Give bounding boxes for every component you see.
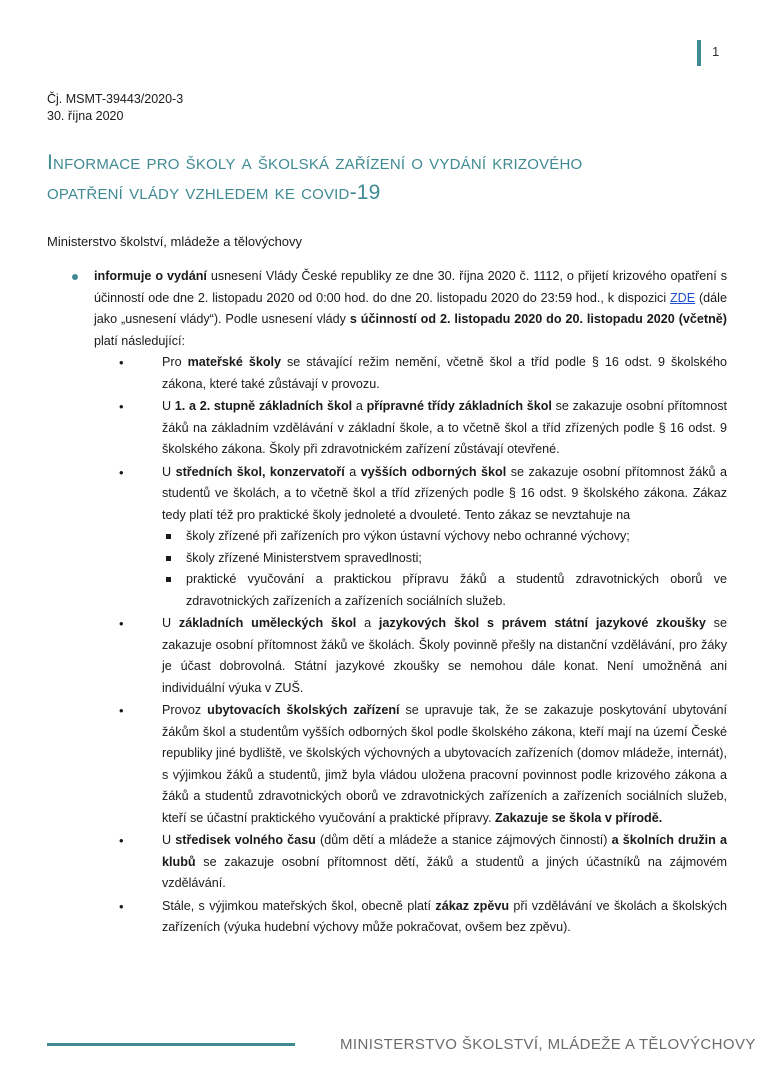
exception-text: školy zřízené Ministerstvem spravedlnosti; bbox=[186, 550, 422, 565]
bullet-icon: • bbox=[119, 833, 124, 848]
list-item bbox=[47, 896, 727, 939]
intro-bold: informuje o vydání bbox=[94, 269, 207, 283]
intro-effective-period: s účinností od 2. listopadu 2020 do 20. listopadu 2020 (včetně) bbox=[349, 312, 727, 326]
exception-item bbox=[162, 526, 727, 548]
item-bold: mateřské školy bbox=[187, 355, 282, 369]
square-bullet-icon bbox=[166, 534, 171, 539]
item-text: a bbox=[352, 399, 367, 413]
item-bold: Zakazuje se škola v přírodě. bbox=[494, 810, 663, 825]
footer-accent-line bbox=[47, 1043, 295, 1046]
bullet-icon: • bbox=[119, 898, 124, 914]
item-text: se zakazuje osobní přítomnost žáků a studentů ve školách, a to včetně škol a tříd zřízených podle § 16 odst. 9 školského zákona. Zákaz tedy platí též pro praktické školy jednoleté a dvouleté. Tento zákaz se nevztahuje na bbox=[162, 464, 727, 522]
document-reference-block bbox=[47, 91, 183, 125]
exception-text: školy zřízené při zařízeních pro výkon ústavní výchovy nebo ochranné výchovy; bbox=[186, 529, 630, 543]
item-bold: zákaz zpěvu bbox=[435, 898, 510, 913]
measures-list bbox=[47, 352, 727, 939]
document-date: 30. října 2020 bbox=[47, 109, 124, 123]
square-bullet-icon bbox=[166, 577, 171, 582]
exception-item bbox=[162, 569, 727, 612]
item-bold: základních uměleckých škol bbox=[178, 616, 357, 630]
bullet-icon: • bbox=[119, 464, 124, 480]
intro-paragraph bbox=[47, 266, 727, 352]
item-text: se zakazuje osobní přítomnost žáků na základním vzdělávání v základní škole, a to včetně škol a tříd zřízených podle § 16 odst. 9 školského zákona. Školy při zdravotnickém zařízení zůstávají otevřené. bbox=[162, 399, 728, 456]
item-bold: a školních družin a klubů bbox=[162, 833, 727, 869]
item-text: se upravuje tak, že se zakazuje poskytování ubytování žákům škol a studentům vyšších odborných škol podle školského zákona, kteří mají na území České republiky jiné bydliště, ve školských výchovných a ubytovacích zařízeních (domov mládeže, internát), s výjimkou žáků a studentů, jimž byla vládou uložena pracovní povinnost podle krizového zákona a žáků a studentů zdravotnických oborů ve zdravotnických zařízeních a zařízeních sociálních služeb, kteří se účastní praktického vyučování a praktické přípravy. bbox=[162, 703, 727, 825]
exception-item bbox=[162, 548, 727, 570]
item-text: Pro bbox=[162, 355, 188, 369]
exceptions-list bbox=[162, 526, 727, 612]
list-item bbox=[47, 462, 727, 613]
item-bold: vyšších odborných škol bbox=[360, 464, 507, 479]
footer-ministry: MINISTERSTVO ŠKOLSTVÍ, MLÁDEŽE A TĚLOVÝCHOVY bbox=[340, 1036, 756, 1053]
item-text: se stávající režim nemění, včetně škol a tříd podle § 16 odst. 9 školského zákona, které také zůstávají v provozu. bbox=[162, 355, 727, 391]
item-text: U bbox=[162, 616, 179, 630]
item-text: se zakazuje osobní přítomnost žáků ve školách. Školy povinně přešly na distanční vzdělávání, pro žáky je účast dobrovolná. Státní jazykové zkoušky se nemohou dále konat. Není umožněná ani individuální výuka v ZUŠ. bbox=[162, 616, 727, 695]
intro-text: usnesení Vlády České republiky ze dne 30. října 2020 č. 1112, o přijetí krizového opatření s účinností ode dne 2. listopadu 2020 od 0:00 hod. do dne 20. listopadu 2020 do 23:59 hod., k dispozici bbox=[94, 269, 727, 305]
page-marker bbox=[697, 40, 701, 66]
item-bold: ubytovacích školských zařízení bbox=[207, 703, 400, 717]
list-item bbox=[47, 396, 727, 461]
item-bold: středních škol, konzervatoří bbox=[175, 464, 345, 479]
bullet-icon: • bbox=[119, 616, 124, 631]
list-item bbox=[47, 830, 727, 895]
bullet-icon: • bbox=[119, 399, 124, 414]
item-text: U bbox=[162, 464, 176, 479]
list-item bbox=[47, 352, 727, 395]
teal-bullet-icon bbox=[72, 274, 78, 280]
exception-text: praktické vyučování a praktickou přípravu žáků a studentů zdravotnických oborů ve zdravotnických zařízeních a zařízeních sociálních služeb. bbox=[186, 572, 727, 608]
title-line-2: opatření vlády vzhledem ke covid-19 bbox=[47, 181, 381, 204]
intro-text-3: platí následující: bbox=[94, 333, 186, 348]
item-bold: středisek volného času bbox=[175, 833, 316, 847]
title-line-1: Informace pro školy a školská zařízení o vydání krizového bbox=[47, 151, 583, 174]
list-item bbox=[47, 700, 727, 829]
bullet-icon: • bbox=[119, 703, 124, 718]
item-bold: přípravné třídy základních škol bbox=[366, 399, 552, 413]
intro-text-2: (dále jako „usnesení vlády“). Podle usnesení vlády bbox=[94, 290, 727, 326]
item-text: a bbox=[356, 616, 379, 630]
item-text: U bbox=[162, 833, 176, 847]
document-body bbox=[47, 266, 727, 940]
item-text: při vzdělávání ve školách a školských zařízeních (výuka hudební výchovy může pokračovat, ovšem bez zpěvu). bbox=[162, 898, 727, 934]
item-bold: jazykových škol s právem státní jazykové zkoušky bbox=[378, 616, 706, 630]
item-text: se zakazuje osobní přítomnost dětí, žáků a studentů a jiných účastníků na zájmovém vzdělávání. bbox=[162, 854, 727, 890]
ministry-name: Ministerstvo školství, mládeže a tělovýchovy bbox=[47, 234, 303, 249]
reference-number: Čj. MSMT-39443/2020-3 bbox=[47, 92, 184, 106]
item-text: (dům dětí a mládeže a stanice zájmových činností) bbox=[315, 833, 612, 847]
item-text: U bbox=[162, 399, 175, 413]
page-number: 1 bbox=[712, 44, 720, 59]
list-item bbox=[47, 613, 727, 699]
item-text: Provoz bbox=[162, 703, 208, 717]
bullet-icon: • bbox=[119, 355, 124, 370]
zde-link[interactable]: ZDE bbox=[669, 290, 696, 305]
document-title bbox=[47, 148, 737, 208]
square-bullet-icon bbox=[166, 556, 171, 561]
item-text: a bbox=[344, 464, 361, 479]
item-bold: 1. a 2. stupně základních škol bbox=[174, 399, 353, 413]
item-text: Stále, s výjimkou mateřských škol, obecně platí bbox=[162, 898, 436, 913]
